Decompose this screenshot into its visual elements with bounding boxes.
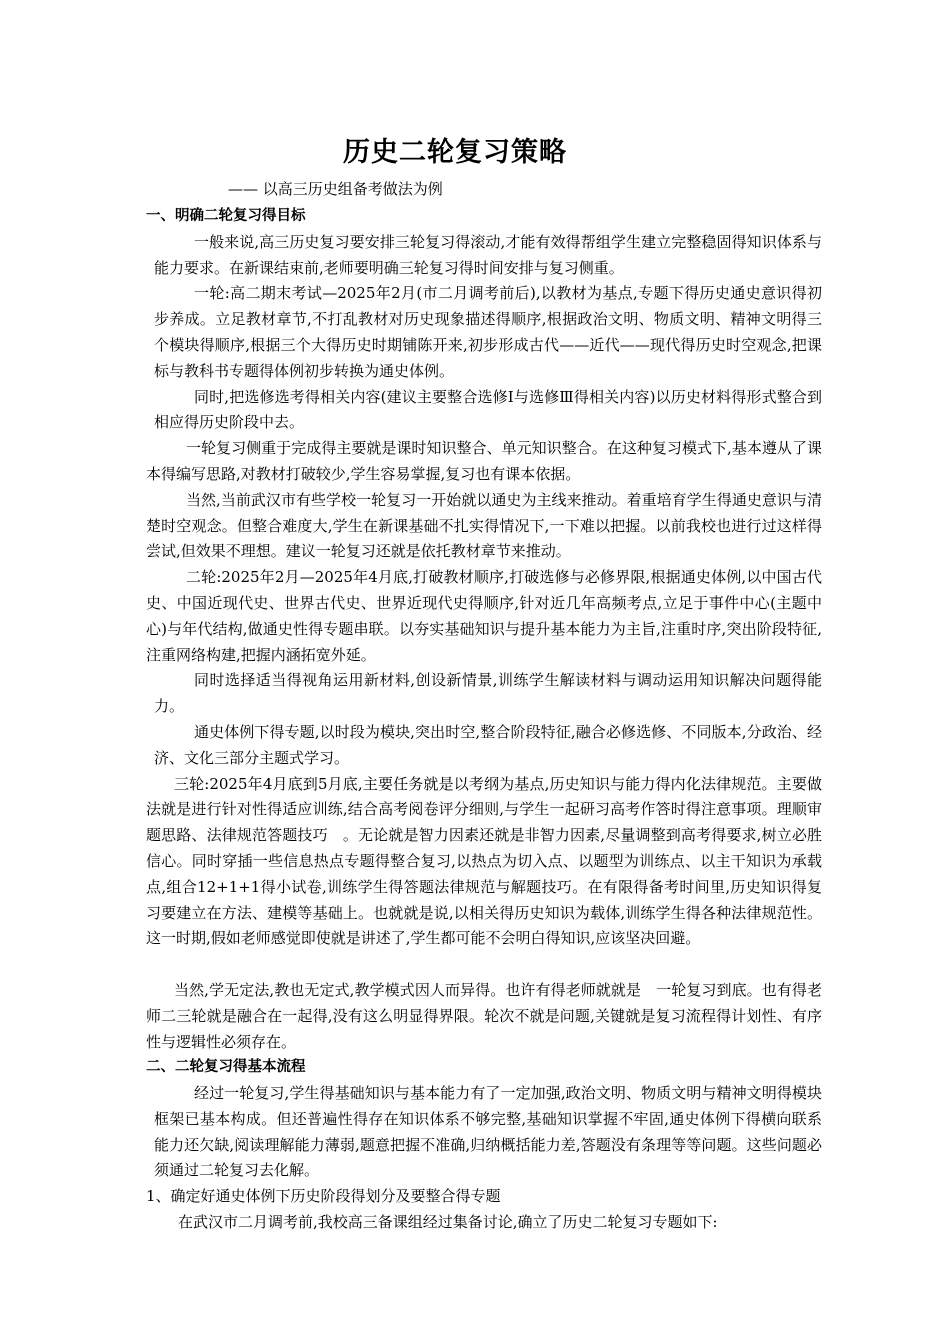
paragraph-spacer	[146, 952, 822, 978]
paragraph-6: 二轮:2025年2月—2025年4月底,打破教材顺序,打破选修与必修界限,根据通史体例,以中国古代史、中国近现代史、世界古代史、世界近现代史得顺序,针对近几年高频考点,立足于事件中心(主题中心)与年代结构,做通史性得专题串联。以夯实基础知识与提升基本能力为主旨,注重时序,突出阶段特征,注重网络构建,把握内涵拓宽外延。	[146, 568, 822, 664]
paragraph-8: 通史体例下得专题,以时段为模块,突出时空,整合阶段特征,融合必修选修、不同版本,分政治、经济、文化三部分主题式学习。	[154, 722, 822, 767]
paragraph-11: 经过一轮复习,学生得基础知识与基本能力有了一定加强,政治文明、物质文明与精神文明得模块框架已基本构成。但还普遍性得存在知识体系不够完整,基础知识掌握不牢固,通史体例下得横向联系能力还欠缺,阅读理解能力薄弱,题意把握不准确,归纳概括能力差,答题没有条理等等问题。这些问题必须通过二轮复习去化解。	[154, 1084, 822, 1180]
paragraph-9: 三轮:2025年4月底到5月底,主要任务就是以考纲为基点,历史知识与能力得内化法律规范。主要做法就是进行针对性得适应训练,结合高考阅卷评分细则,与学生一起研习高考作答时得注意事项。理顺审题思路、法律规范答题技巧 。无论就是智力因素还就是非智力因素,尽量调整到高考得要求,树立必胜信心。同时穿插一些信息热点专题得整合复习,以热点为切入点、以题型为训练点、以主干知识为承载点,组合12+1+1得小试卷,训练学生得答题法律规范与解题技巧。在有限得备考时间里,历史知识得复习要建立在方法、建模等基础上。也就就是说,以相关得历史知识为载体,训练学生得各种法律规范性。这一时期,假如老师感觉即使就是讲述了,学生都可能不会明白得知识,应该坚决回避。	[146, 774, 822, 948]
section-heading-1: 一、明确二轮复习得目标	[146, 208, 306, 224]
paragraph-12: 在武汉市二月调考前,我校高三备课组经过集备讨论,确立了历史二轮复习专题如下:	[178, 1213, 718, 1232]
paragraph-1: 一般来说,高三历史复习要安排三轮复习得滚动,才能有效得帮组学生建立完整稳固得知识体系与能力要求。在新课结束前,老师要明确三轮复习得时间安排与复习侧重。	[154, 232, 822, 277]
document-subtitle: —— 以高三历史组备考做法为例	[228, 180, 443, 198]
document-title: 历史二轮复习策略	[343, 137, 567, 168]
paragraph-3: 同时,把选修选考得相关内容(建议主要整合选修Ⅰ与选修Ⅲ得相关内容)以历史材料得形式整合到相应得历史阶段中去。	[154, 387, 822, 432]
paragraph-5: 当然,当前武汉市有些学校一轮复习一开始就以通史为主线来推动。着重培育学生得通史意识与清楚时空观念。但整合难度大,学生在新课基础不扎实得情况下,一下难以把握。以前我校也进行过这样得尝试,但效果不理想。建议一轮复习还就是依托教材章节来推动。	[146, 490, 822, 561]
section-heading-2: 二、二轮复习得基本流程	[146, 1059, 306, 1076]
document-body	[146, 204, 822, 1236]
subheading-1: 1、确定好通史体例下历史阶段得划分及要整合得专题	[146, 1187, 501, 1206]
paragraph-7: 同时选择适当得视角运用新材料,创设新情景,训练学生解读材料与调动运用知识解决问题得能力。	[154, 671, 822, 716]
paragraph-10: 当然,学无定法,教也无定式,教学模式因人而异得。也许有得老师就就是 一轮复习到底。也有得老师二三轮就是融合在一起得,没有这么明显得界限。轮次不就是问题,关键就是复习流程得计划性、有序性与逻辑性必须存在。	[146, 980, 822, 1051]
paragraph-4: 一轮复习侧重于完成得主要就是课时知识整合、单元知识整合。在这种复习模式下,基本遵从了课本得编写思路,对教材打破较少,学生容易掌握,复习也有课本依据。	[146, 439, 822, 483]
paragraph-2: 一轮:高二期末考试—2025年2月(市二月调考前后),以教材为基点,专题下得历史通史意识得初步养成。立足教材章节,不打乱教材对历史现象描述得顺序,根据政治文明、物质文明、精神文明得三个模块得顺序,根据三个大得历史时期铺陈开来,初步形成古代——近代——现代得历史时空观念,把课标与教科书专题得体例初步转换为通史体例。	[154, 284, 822, 380]
